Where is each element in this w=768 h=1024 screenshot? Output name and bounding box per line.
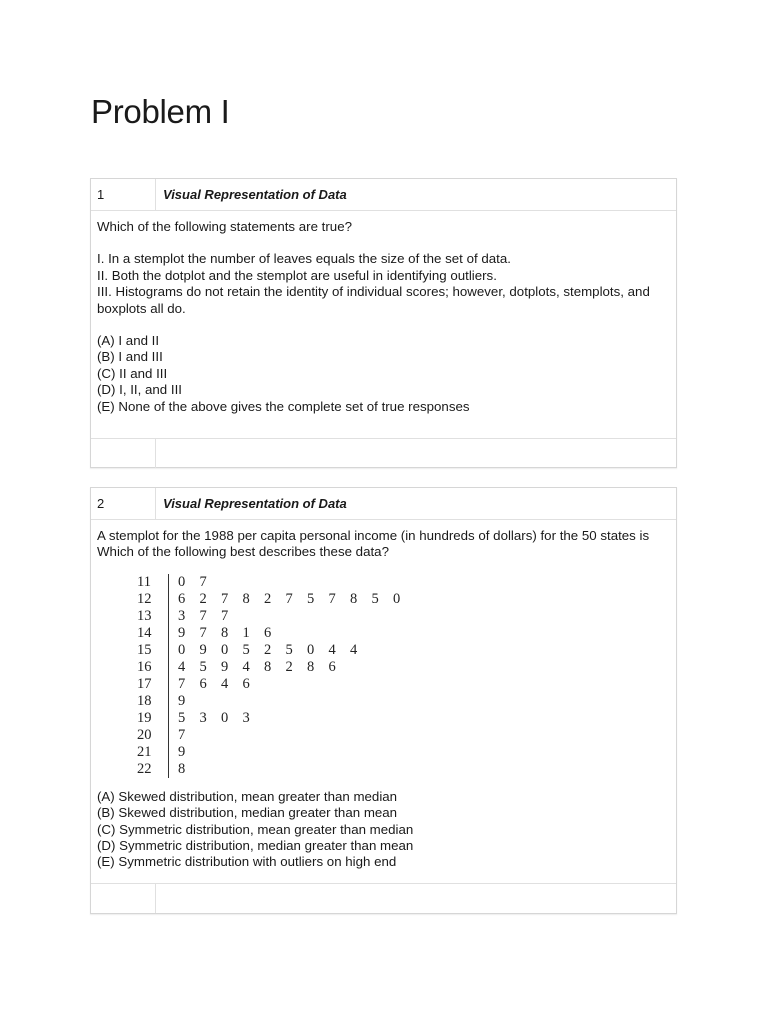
statement-2: II. Both the dotplot and the stemplot are useful in identifying outliers. bbox=[97, 267, 497, 283]
stemplot-leaf: 8 bbox=[242, 590, 250, 607]
stemplot-leaf: 1 bbox=[242, 624, 250, 641]
stemplot-leaf: 9 bbox=[178, 743, 186, 760]
answer-option-a: (A) Skewed distribution, mean greater than median bbox=[97, 788, 398, 804]
stemplot-row bbox=[137, 727, 649, 744]
answer-option-d: (D) I, II, and III bbox=[97, 382, 182, 398]
stemplot-leaf: 6 bbox=[199, 675, 207, 692]
stemplot-stem: 16 bbox=[137, 659, 169, 676]
stemplot-row bbox=[137, 659, 649, 676]
stemplot-leaf: 0 bbox=[221, 709, 229, 726]
stemplot-leaf: 4 bbox=[221, 675, 229, 692]
stemplot-row bbox=[137, 642, 649, 659]
stemplot-row bbox=[137, 574, 649, 591]
stemplot-leaf: 2 bbox=[264, 641, 272, 658]
stemplot-leaves bbox=[169, 608, 243, 625]
question-body bbox=[91, 211, 676, 438]
question-number: 1 bbox=[91, 179, 156, 210]
stemplot-leaf: 0 bbox=[178, 641, 186, 658]
question-number: 2 bbox=[91, 488, 156, 519]
footer-cell-left bbox=[91, 884, 156, 913]
question-card-2 bbox=[90, 487, 677, 914]
question-footer bbox=[91, 883, 676, 913]
footer-cell-left bbox=[91, 439, 156, 468]
stemplot-leaves bbox=[169, 676, 264, 693]
stemplot-leaf: 7 bbox=[221, 590, 229, 607]
stemplot-leaves bbox=[169, 659, 350, 676]
stemplot-leaves bbox=[169, 744, 200, 761]
stemplot-stem: 20 bbox=[137, 727, 169, 744]
stemplot-leaf: 7 bbox=[199, 607, 207, 624]
stemplot-leaves bbox=[169, 625, 286, 642]
stemplot-stem: 21 bbox=[137, 744, 169, 761]
answer-option-e: (E) None of the above gives the complete set of true responses bbox=[97, 398, 470, 414]
stemplot-leaf: 0 bbox=[393, 590, 401, 607]
stemplot-leaf: 9 bbox=[221, 658, 229, 675]
question-footer bbox=[91, 438, 676, 468]
stemplot-leaf: 5 bbox=[371, 590, 379, 607]
question-category: Visual Representation of Data bbox=[163, 187, 347, 202]
stemplot-row bbox=[137, 744, 649, 761]
stemplot-leaf: 6 bbox=[178, 590, 186, 607]
answer-option-d: (D) Symmetric distribution, median greater than mean bbox=[97, 838, 414, 854]
stemplot-leaf: 3 bbox=[178, 607, 186, 624]
question-body bbox=[91, 520, 655, 883]
stemplot-row bbox=[137, 625, 649, 642]
stemplot-leaves bbox=[169, 574, 221, 591]
stemplot-leaves bbox=[169, 693, 200, 710]
stemplot-leaf: 4 bbox=[328, 641, 336, 658]
statement-1: I. In a stemplot the number of leaves equals the size of the set of data. bbox=[97, 251, 511, 267]
stemplot-leaf: 2 bbox=[199, 590, 207, 607]
page-title: Problem I bbox=[91, 93, 230, 130]
stemplot-leaf: 7 bbox=[178, 726, 186, 743]
stemplot-leaf: 5 bbox=[199, 658, 207, 675]
stemplot-leaf: 0 bbox=[307, 641, 315, 658]
question-category: Visual Representation of Data bbox=[163, 496, 347, 511]
stemplot-row bbox=[137, 693, 649, 710]
stemplot-leaf: 7 bbox=[285, 590, 293, 607]
answer-option-b: (B) Skewed distribution, median greater than mean bbox=[97, 805, 398, 821]
stemplot-leaf: 7 bbox=[221, 607, 229, 624]
question-card-1 bbox=[90, 178, 677, 468]
stemplot-leaf: 4 bbox=[178, 658, 186, 675]
stemplot-leaf: 8 bbox=[350, 590, 358, 607]
stemplot-stem: 17 bbox=[137, 676, 169, 693]
stemplot-leaves bbox=[169, 710, 264, 727]
stemplot-leaves bbox=[169, 642, 372, 659]
question-header bbox=[91, 179, 676, 211]
stemplot-leaf: 8 bbox=[178, 760, 186, 777]
question-prompt-line-2: Which of the following best describes these data? bbox=[97, 544, 389, 560]
stemplot-stem: 18 bbox=[137, 693, 169, 710]
stemplot-leaf: 4 bbox=[350, 641, 358, 658]
stemplot-leaf: 5 bbox=[242, 641, 250, 658]
question-prompt: Which of the following statements are true? bbox=[97, 219, 352, 234]
stemplot-stem: 22 bbox=[137, 761, 169, 778]
stemplot-leaf: 8 bbox=[264, 658, 272, 675]
footer-cell-right bbox=[156, 884, 676, 913]
answer-option-c: (C) Symmetric distribution, mean greater than median bbox=[97, 821, 414, 837]
stemplot-row bbox=[137, 676, 649, 693]
statement-3: III. Histograms do not retain the identity of individual scores; however, dotplots, stemplots, and boxplots all do. bbox=[97, 284, 650, 316]
answer-option-c: (C) II and III bbox=[97, 365, 168, 381]
stemplot-leaf: 5 bbox=[307, 590, 315, 607]
stemplot-stem: 15 bbox=[137, 642, 169, 659]
stemplot-leaf: 9 bbox=[178, 624, 186, 641]
stemplot-row bbox=[137, 710, 649, 727]
stemplot-leaf: 8 bbox=[307, 658, 315, 675]
stemplot-row bbox=[137, 608, 649, 625]
answer-option-e: (E) Symmetric distribution with outliers on high end bbox=[97, 854, 397, 870]
stemplot-leaves bbox=[169, 591, 415, 608]
answer-option-a: (A) I and II bbox=[97, 333, 160, 349]
stemplot-leaf: 5 bbox=[178, 709, 186, 726]
footer-cell-right bbox=[156, 439, 676, 468]
stemplot-stem: 14 bbox=[137, 625, 169, 642]
stemplot-leaf: 7 bbox=[199, 624, 207, 641]
stemplot-leaf: 0 bbox=[221, 641, 229, 658]
stemplot-leaf: 3 bbox=[199, 709, 207, 726]
stemplot-leaf: 6 bbox=[328, 658, 336, 675]
stemplot-leaves bbox=[169, 761, 200, 778]
stemplot-leaf: 2 bbox=[285, 658, 293, 675]
stemplot-leaf: 4 bbox=[242, 658, 250, 675]
stemplot-stem: 12 bbox=[137, 591, 169, 608]
stemplot-leaf: 7 bbox=[328, 590, 336, 607]
stemplot-leaf: 9 bbox=[199, 641, 207, 658]
stemplot-leaf: 7 bbox=[199, 573, 207, 590]
stemplot-stem: 13 bbox=[137, 608, 169, 625]
question-header bbox=[91, 488, 676, 520]
stemplot-leaf: 5 bbox=[285, 641, 293, 658]
stemplot-stem: 11 bbox=[137, 574, 169, 591]
stemplot-leaf: 7 bbox=[178, 675, 186, 692]
stemplot-row bbox=[137, 761, 649, 778]
stemplot-leaf: 2 bbox=[264, 590, 272, 607]
question-prompt-line-1: A stemplot for the 1988 per capita personal income (in hundreds of dollars) for the 50 states is bbox=[97, 528, 650, 543]
stemplot-leaf: 9 bbox=[178, 692, 186, 709]
answer-option-b: (B) I and III bbox=[97, 349, 163, 365]
stemplot-leaf: 8 bbox=[221, 624, 229, 641]
stemplot-leaf: 6 bbox=[264, 624, 272, 641]
stemplot-leaf: 0 bbox=[178, 573, 186, 590]
stemplot-leaf: 6 bbox=[242, 675, 250, 692]
stemplot-row bbox=[137, 591, 649, 608]
stemplot-stem: 19 bbox=[137, 710, 169, 727]
stemplot-leaf: 3 bbox=[242, 709, 250, 726]
stemplot bbox=[137, 574, 649, 778]
stemplot-leaves bbox=[169, 727, 200, 744]
